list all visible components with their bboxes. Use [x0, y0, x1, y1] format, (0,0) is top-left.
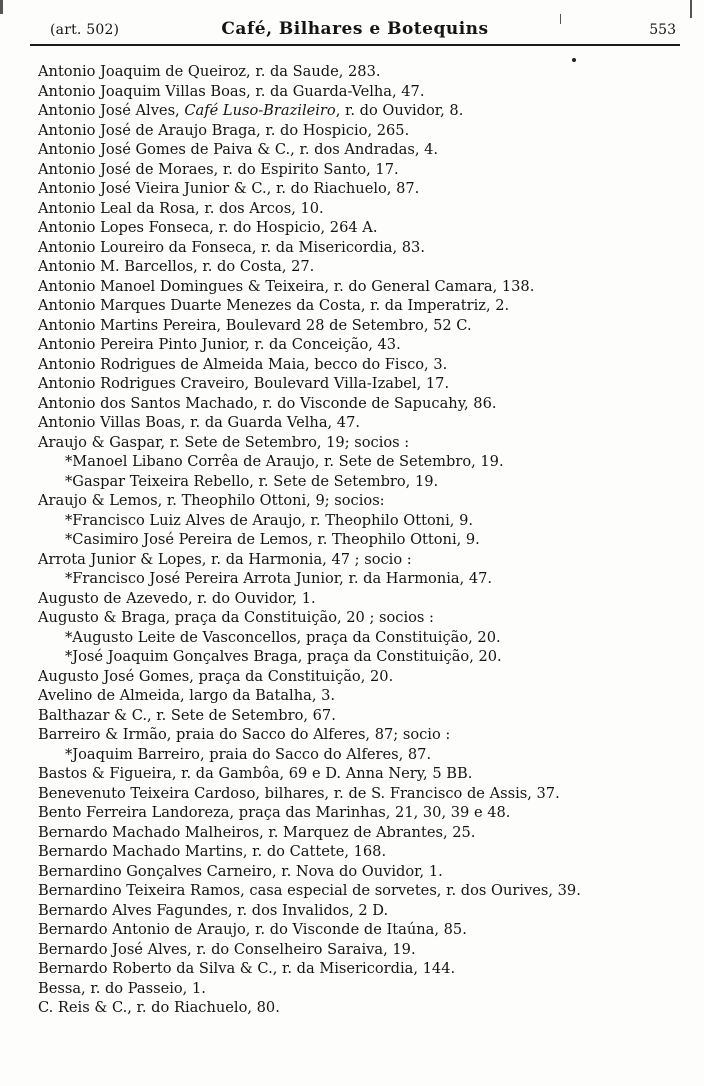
- page-number: 553: [649, 22, 676, 38]
- socio-entry: [38, 569, 678, 589]
- entry-text: Bernardo Roberto da Silva & C., r. da Misericordia, 144.: [38, 960, 456, 977]
- entry-text: Antonio M. Barcellos, r. do Costa, 27.: [38, 258, 315, 275]
- directory-entry: [38, 842, 678, 862]
- entry-text: Augusto José Gomes, praça da Constituição, 20.: [38, 667, 394, 685]
- print-speck: [0, 0, 3, 14]
- socio-entry: [38, 628, 678, 648]
- entry-text: Bernardo Antonio de Araujo, r. do Visconde de Itaúna, 85.: [38, 921, 467, 938]
- entry-text: Bernardino Gonçalves Carneiro, r. Nova do Ouvidor, 1.: [38, 862, 443, 880]
- entry-text: Araujo & Gaspar, r. Sete de Setembro, 19; socios :: [38, 433, 410, 451]
- directory-entry: [38, 394, 678, 414]
- directory-entry: [38, 413, 678, 433]
- directory-entry: [38, 238, 678, 258]
- directory-entry: [38, 959, 678, 979]
- entry-text: Antonio José Vieira Junior & C., r. do Riachuelo, 87.: [38, 180, 420, 197]
- entry-text: Augusto & Braga, praça da Constituição, 20 ; socios :: [38, 609, 434, 626]
- entry-text: *Manoel Libano Corrêa de Araujo, r. Sete de Setembro, 19.: [65, 453, 504, 470]
- directory-entry: [38, 823, 678, 843]
- page-title: Café, Bilhares e Botequins: [221, 19, 489, 39]
- directory-entry: [38, 296, 678, 316]
- entry-text: Bento Ferreira Landoreza, praça das Marinhas, 21, 30, 39 e 48.: [38, 804, 511, 821]
- directory-entry: [38, 82, 678, 102]
- entry-text: Antonio Manoel Domingues & Teixeira, r. do General Camara, 138.: [38, 277, 535, 295]
- directory-entry: [38, 160, 678, 180]
- directory-entry: [38, 706, 678, 726]
- entry-text: Arrota Junior & Lopes, r. da Harmonia, 47 ; socio :: [38, 550, 412, 568]
- entry-text: Bessa, r. do Passeio, 1.: [38, 979, 206, 997]
- directory-entry: [38, 101, 678, 121]
- entry-text: Bernardo Machado Malheiros, r. Marquez de Abrantes, 25.: [38, 823, 476, 841]
- socio-entry: [38, 452, 678, 472]
- entry-text: Augusto de Azevedo, r. do Ouvidor, 1.: [38, 589, 316, 607]
- entry-text: Antonio Martins Pereira, Boulevard 28 de Setembro, 52 C.: [38, 316, 472, 334]
- shop-name: Café Luso-Brazileiro: [184, 102, 336, 119]
- entry-text: Antonio Rodrigues de Almeida Maia, becco do Fisco, 3.: [38, 355, 448, 373]
- directory-entry: [38, 199, 678, 219]
- entry-text: Bastos & Figueira, r. da Gambôa, 69 e D. Anna Nery, 5 BB.: [38, 765, 473, 782]
- socio-entry: [38, 472, 678, 492]
- entry-text: Antonio Loureiro da Fonseca, r. da Misericordia, 83.: [38, 238, 425, 256]
- directory-entry: [38, 784, 678, 804]
- directory-entry: [38, 881, 678, 901]
- directory-entry: [38, 335, 678, 355]
- entry-text: *Francisco Luiz Alves de Araujo, r. Theophilo Ottoni, 9.: [65, 511, 474, 529]
- socio-entry: [38, 530, 678, 550]
- entry-text: Antonio José Gomes de Paiva & C., r. dos Andradas, 4.: [38, 141, 439, 158]
- entry-text: Antonio Marques Duarte Menezes da Costa, r. da Imperatriz, 2.: [38, 297, 510, 314]
- entry-text: Balthazar & C., r. Sete de Setembro, 67.: [38, 706, 336, 724]
- directory-entry: [38, 901, 678, 921]
- entry-text: Antonio Leal da Rosa, r. dos Arcos, 10.: [38, 199, 324, 217]
- entry-text: *Joaquim Barreiro, praia do Sacco do Alferes, 87.: [65, 745, 432, 763]
- entry-text: Antonio dos Santos Machado, r. do Visconde de Sapucahy, 86.: [38, 394, 497, 412]
- entry-text: Antonio Villas Boas, r. da Guarda Velha, 47.: [38, 414, 361, 431]
- directory-entry: [38, 940, 678, 960]
- directory-entry: [38, 355, 678, 375]
- directory-entry: [38, 62, 678, 82]
- entry-address: , r. do Ouvidor, 8.: [335, 102, 464, 119]
- directory-entry: [38, 979, 678, 999]
- entry-text: *Casimiro José Pereira de Lemos, r. Theophilo Ottoni, 9.: [65, 531, 480, 548]
- directory-entry: [38, 764, 678, 784]
- directory-entry: [38, 374, 678, 394]
- entry-text: Antonio Joaquim Villas Boas, r. da Guarda-Velha, 47.: [38, 82, 425, 100]
- entry-text: Bernardo Machado Martins, r. do Cattete, 168.: [38, 843, 387, 860]
- directory-entry: [38, 491, 678, 511]
- entry-text: Antonio José de Moraes, r. do Espirito Santo, 17.: [38, 160, 399, 178]
- entry-text: Bernardo José Alves, r. do Conselheiro Saraiva, 19.: [38, 940, 416, 958]
- directory-entry: [38, 433, 678, 453]
- article-reference: (art. 502): [50, 22, 120, 38]
- directory-entry: [38, 179, 678, 199]
- entry-text: C. Reis & C., r. do Riachuelo, 80.: [38, 999, 280, 1016]
- directory-entry: [38, 686, 678, 706]
- directory-entry: [38, 218, 678, 238]
- directory-entry: [38, 121, 678, 141]
- page-header: [30, 18, 680, 46]
- entry-text: *Augusto Leite de Vasconcellos, praça da Constituição, 20.: [65, 628, 501, 646]
- entry-text: Antonio Rodrigues Craveiro, Boulevard Villa-Izabel, 17.: [38, 375, 450, 392]
- entry-text: Benevenuto Teixeira Cardoso, bilhares, r. de S. Francisco de Assis, 37.: [38, 784, 560, 802]
- entry-text: Avelino de Almeida, largo da Batalha, 3.: [38, 687, 336, 704]
- directory-entry: [38, 725, 678, 745]
- directory-entry: [38, 257, 678, 277]
- entry-text: Barreiro & Irmão, praia do Sacco do Alferes, 87; socio :: [38, 726, 451, 743]
- entry-text: Bernardino Teixeira Ramos, casa especial de sorvetes, r. dos Ourives, 39.: [38, 882, 581, 899]
- socio-entry: [38, 647, 678, 667]
- socio-entry: [38, 745, 678, 765]
- directory-entry: [38, 550, 678, 570]
- entry-text: Antonio José de Araujo Braga, r. do Hospicio, 265.: [38, 121, 410, 139]
- directory-entry: [38, 862, 678, 882]
- socio-entry: [38, 511, 678, 531]
- entry-text: Bernardo Alves Fagundes, r. dos Invalidos, 2 D.: [38, 901, 389, 919]
- entry-text: Antonio José Alves,: [38, 102, 185, 119]
- entry-text: *José Joaquim Gonçalves Braga, praça da Constituição, 20.: [65, 648, 502, 665]
- entry-text: Antonio Pereira Pinto Junior, r. da Conceição, 43.: [38, 336, 401, 353]
- directory-entry: [38, 667, 678, 687]
- print-speck: [690, 0, 692, 18]
- entry-text: Antonio Lopes Fonseca, r. do Hospicio, 264 A.: [38, 219, 378, 236]
- entry-text: *Gaspar Teixeira Rebello, r. Sete de Setembro, 19.: [65, 472, 439, 490]
- directory-entry: [38, 277, 678, 297]
- directory-entry: [38, 608, 678, 628]
- directory-entry: [38, 803, 678, 823]
- entry-text: *Francisco José Pereira Arrota Junior, r. da Harmonia, 47.: [65, 570, 493, 587]
- directory-entry: [38, 140, 678, 160]
- directory-entry: [38, 589, 678, 609]
- entry-text: Antonio Joaquim de Queiroz, r. da Saude, 283.: [38, 63, 381, 80]
- entry-list: [38, 62, 678, 1018]
- directory-entry: [38, 316, 678, 336]
- directory-entry: [38, 920, 678, 940]
- directory-entry: [38, 998, 678, 1018]
- entry-text: Araujo & Lemos, r. Theophilo Ottoni, 9; socios:: [38, 492, 385, 509]
